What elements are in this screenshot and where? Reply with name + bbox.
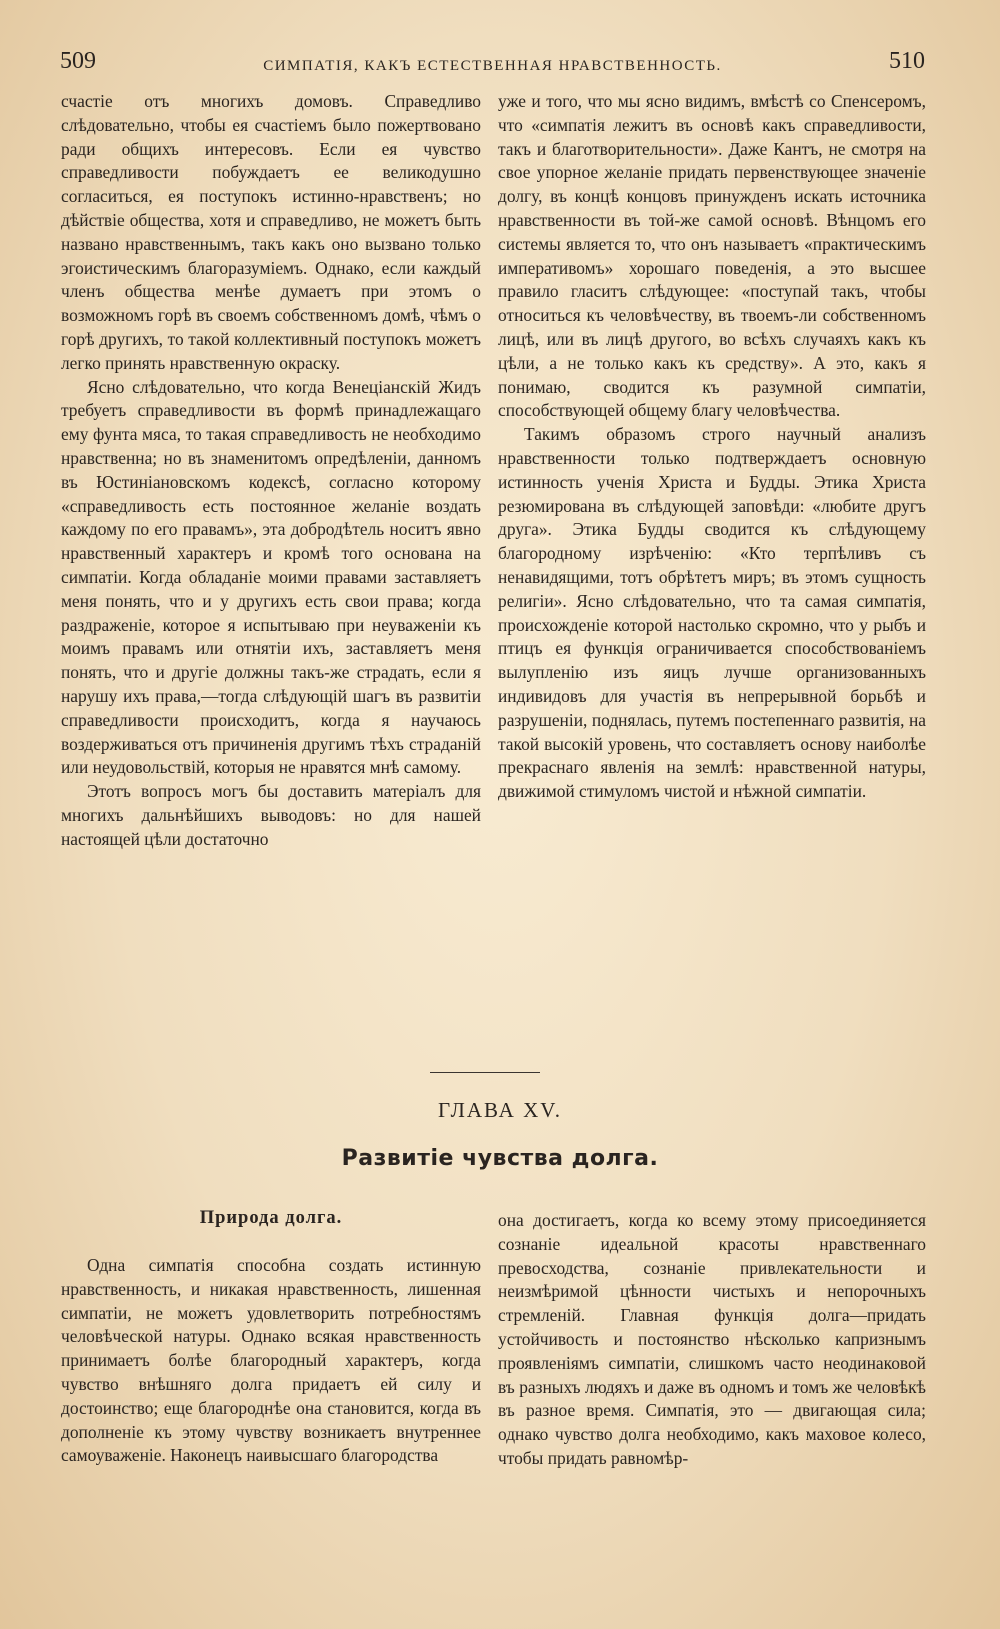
right-column-top	[498, 90, 926, 804]
running-title: СИМПАТІЯ, КАКЪ ЕСТЕСТВЕННАЯ НРАВСТВЕННОСТЬ.	[263, 58, 722, 74]
paragraph: Такимъ образомъ строго научный анализъ нравственности только подтверждаетъ основную истинность ученія Христа и Будды. Этика Христа резюмирована въ слѣдующей заповѣди: «любите другъ друга». Этика Будды сводится къ слѣдующему благородному изрѣченію: «Кто терпѣливъ съ ненавидящими, тотъ обрѣтетъ миръ; въ этомъ сущность религіи». Ясно слѣдовательно, что та самая симпатія, происхожденіе которой настолько скромно, что у рыбъ и птицъ ея функція ограничивается способствованіемъ вылупленію изъ яицъ лучше организованныхъ индивидовъ для участія въ непрерывной борьбѣ и разрушеніи, поднялась, путемъ постепеннаго развитія, на такой высокій уровень, что составляетъ основу наиболѣе прекраснаго явленія на землѣ: нравственной натуры, движимой стимуломъ чистой и нѣжной симпатіи.	[498, 424, 926, 802]
chapter-number: ГЛАВА XV.	[438, 1098, 562, 1122]
paragraph: счастіе отъ многихъ домовъ. Справедливо слѣдовательно, чтобы ея счастіемъ было пожертвовано ради общихъ интересовъ. Если ея чувство справедливости побуждаетъ ее великодушно согласиться, ея поступокъ истинно-нравственъ; но дѣйствіе общества, хотя и справедливо, не можетъ быть названо нравственнымъ, такъ какъ оно вызвано только эгоистическимъ благоразуміемъ. Однако, если каждый членъ общества менѣе думаетъ при этомъ о возможномъ горѣ въ своемъ собственномъ домѣ, чѣмъ о горѣ другихъ, то такой коллективный поступокъ можетъ легко принять нравственную окраску.	[61, 91, 481, 373]
paragraph: Этотъ вопросъ могъ бы доставить матеріалъ для многихъ дальнѣйшихъ выводовъ: но для нашей настоящей цѣли достаточно	[61, 781, 481, 849]
left-column-bottom	[61, 1254, 481, 1468]
section-subheading: Природа долга.	[199, 1208, 343, 1228]
right-column-bottom	[498, 1209, 926, 1471]
running-header	[60, 48, 925, 80]
chapter-title: Развитіе чувства долга.	[341, 1146, 659, 1171]
paragraph: она достигаетъ, когда ко всему этому присоединяется сознаніе идеальной красоты нравственнаго превосходства, сознаніе привлекательности и неизмѣримой цѣнности чистыхъ и непорочныхъ стремленій. Главная функція долга—придать устойчивость и постоянство нѣсколько капризнымъ проявленіямъ симпатіи, слишкомъ часто неодинаковой въ разныхъ людяхъ и даже въ одномъ и томъ же человѣкѣ въ разное время. Симпатія, это — двигающая сила; однако чувство долга необходимо, какъ маховое колесо, чтобы придать равномѣр-	[498, 1210, 926, 1468]
paragraph: Ясно слѣдовательно, что когда Венеціанскій Жидъ требуетъ справедливости въ формѣ принадлежащаго ему фунта мяса, то такая справедливость не необходимо нравственна; но въ знаменитомъ опредѣленіи, данномъ въ Юстиніановскомъ кодексѣ, согласно которому «справедливость есть постоянное желаніе воздать каждому по его правамъ», эта добродѣтель носитъ явно нравственный характеръ и кромѣ того основана на симпатіи. Когда обладаніе моими правами заставляетъ меня понять, что и у другихъ есть свои права; когда раздраженіе, которое я испытываю при неуваженіи къ моимъ правамъ или отнятіи ихъ, заставляетъ меня понять, что и другіе должны такъ-же страдать, если я нарушу ихъ права,—тогда слѣдующій шагъ въ развитіи справедливости происходитъ, когда я научаюсь воздерживаться отъ причиненія другимъ тѣхъ страданій или неудовольствій, которыя не нравятся мнѣ самому.	[61, 376, 481, 778]
left-column-top	[61, 90, 481, 852]
paragraph: Одна симпатія способна создать истинную нравственность, и никакая нравственность, лишенная симпатіи, не можетъ удовлетворить потребностямъ человѣческой натуры. Однако всякая нравственность принимаетъ болѣе благородный характеръ, когда чувство внѣшняго долга придаетъ ей силу и достоинство; еще благороднѣе она становится, когда въ дополненіе къ этому чувству возникаетъ внутреннее самоуваженіе. Наконецъ наивысшаго благородства	[61, 1255, 481, 1466]
paragraph: уже и того, что мы ясно видимъ, вмѣстѣ со Спенсеромъ, что «симпатія лежитъ въ основѣ какъ справедливости, такъ и благотворительности». Даже Кантъ, не смотря на свое упорное желаніе придать первенствующее значеніе долгу, въ концѣ концовъ принужденъ искать источника нравственности въ той-же самой основѣ. Вѣнцомъ его системы является то, что онъ называетъ «практическимъ императивомъ» хорошаго поведенія, а это высшее правило гласитъ слѣдующее: «поступай такъ, чтобы относиться къ человѣчеству, въ твоемъ-ли собственномъ лицѣ, или въ лицѣ другого, во всѣхъ случаяхъ какъ къ цѣли, а не только какъ къ средству». А это, какъ я понимаю, сводится къ разумной симпатіи, способствующей общему благу человѣчества.	[498, 91, 926, 421]
page-number-left: 509	[60, 48, 96, 74]
page-number-right: 510	[889, 48, 925, 74]
section-divider	[430, 1072, 540, 1073]
